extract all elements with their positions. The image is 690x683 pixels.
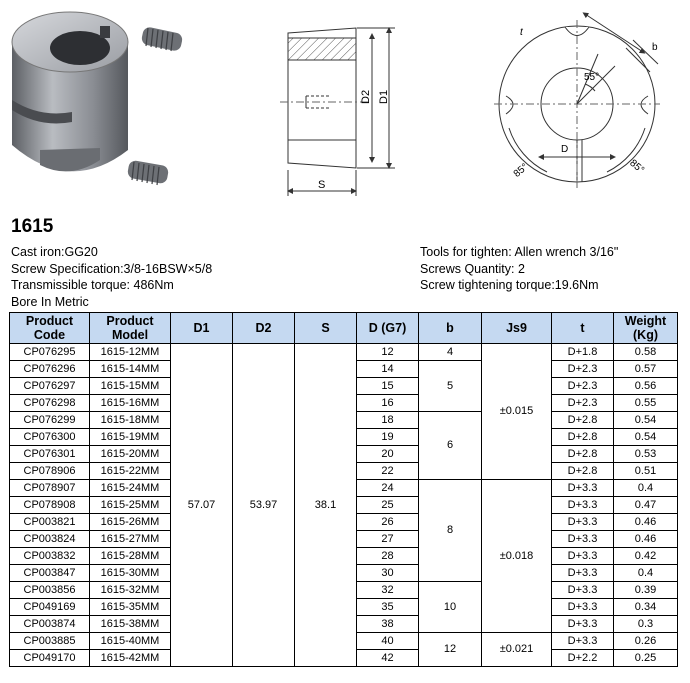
specs-left: [11, 244, 212, 310]
cell-b: 4: [419, 344, 482, 361]
label-angle-85-left: 85°: [511, 161, 531, 180]
cell-weight: 0.57: [614, 361, 678, 378]
cell-weight: 0.54: [614, 429, 678, 446]
cell-d2: 53.97: [233, 344, 295, 667]
cell-t: D+2.8: [552, 446, 614, 463]
cell-t: D+3.3: [552, 548, 614, 565]
cell-product-model: 1615-18MM: [90, 412, 171, 429]
cell-product-model: 1615-35MM: [90, 599, 171, 616]
cell-d-g7: 38: [357, 616, 419, 633]
cell-t: D+2.3: [552, 395, 614, 412]
cell-product-code: CP076299: [10, 412, 90, 429]
spec-tightening-torque: Screw tightening torque:19.6Nm: [420, 278, 599, 292]
cell-product-model: 1615-22MM: [90, 463, 171, 480]
cell-t: D+2.2: [552, 650, 614, 667]
label-d1: D1: [378, 89, 390, 104]
cell-weight: 0.34: [614, 599, 678, 616]
cell-weight: 0.26: [614, 633, 678, 650]
cell-b: 10: [419, 582, 482, 633]
cell-js9: ±0.021: [482, 633, 552, 667]
cell-weight: 0.51: [614, 463, 678, 480]
spec-torque: Transmissible torque: 486Nm: [11, 278, 174, 292]
header-t: t: [552, 313, 614, 344]
cell-d-g7: 12: [357, 344, 419, 361]
cell-weight: 0.46: [614, 514, 678, 531]
specification-table: [9, 312, 678, 667]
cell-js9: ±0.018: [482, 480, 552, 633]
cell-t: D+3.3: [552, 616, 614, 633]
label-b: b: [652, 42, 658, 53]
cell-product-model: 1615-19MM: [90, 429, 171, 446]
header-d-g7: D (G7): [357, 313, 419, 344]
cell-weight: 0.47: [614, 497, 678, 514]
cell-d-g7: 24: [357, 480, 419, 497]
spec-screw: Screw Specification:3/8-16BSW×5/8: [11, 261, 213, 276]
cell-d-g7: 15: [357, 378, 419, 395]
table-body: [10, 344, 678, 667]
cell-product-model: 1615-40MM: [90, 633, 171, 650]
label-angle-55: 55°: [584, 72, 600, 83]
cell-b: 8: [419, 480, 482, 582]
cell-product-code: CP076297: [10, 378, 90, 395]
cell-product-code: CP076300: [10, 429, 90, 446]
cell-t: D+3.3: [552, 480, 614, 497]
cell-d-g7: 35: [357, 599, 419, 616]
header-d2: D2: [233, 313, 295, 344]
cell-product-code: CP076296: [10, 361, 90, 378]
cell-product-code: CP003847: [10, 565, 90, 582]
spec-bore: Bore In Metric: [11, 294, 89, 309]
set-screw-bottom: [127, 160, 170, 185]
header-js9: Js9: [482, 313, 552, 344]
cell-product-model: 1615-38MM: [90, 616, 171, 633]
cell-weight: 0.54: [614, 412, 678, 429]
header-weight: Weight (Kg): [614, 313, 678, 344]
spec-material: Cast iron:GG20: [11, 245, 98, 259]
cell-product-model: 1615-42MM: [90, 650, 171, 667]
cell-d-g7: 18: [357, 412, 419, 429]
cell-product-code: CP049169: [10, 599, 90, 616]
cell-product-code: CP003821: [10, 514, 90, 531]
header-product-model: Product Model: [90, 313, 171, 344]
cell-d-g7: 25: [357, 497, 419, 514]
cell-d-g7: 20: [357, 446, 419, 463]
cell-d-g7: 27: [357, 531, 419, 548]
cell-product-code: CP078908: [10, 497, 90, 514]
cell-t: D+2.8: [552, 429, 614, 446]
cell-product-model: 1615-15MM: [90, 378, 171, 395]
cell-weight: 0.56: [614, 378, 678, 395]
cell-product-code: CP003885: [10, 633, 90, 650]
cell-product-code: CP003832: [10, 548, 90, 565]
header-b: b: [419, 313, 482, 344]
cell-t: D+3.3: [552, 633, 614, 650]
cell-b: 5: [419, 361, 482, 412]
cell-product-code: CP003824: [10, 531, 90, 548]
cell-t: D+3.3: [552, 531, 614, 548]
cell-d1: 57.07: [171, 344, 233, 667]
bushing-photo: [12, 12, 183, 185]
cell-d-g7: 26: [357, 514, 419, 531]
cell-product-code: CP076295: [10, 344, 90, 361]
cell-d-g7: 22: [357, 463, 419, 480]
cell-d-g7: 40: [357, 633, 419, 650]
spec-screw-quantity: Screws Quantity: 2: [420, 261, 525, 276]
cell-t: D+1.8: [552, 344, 614, 361]
cell-product-model: 1615-27MM: [90, 531, 171, 548]
cell-weight: 0.39: [614, 582, 678, 599]
cell-product-model: 1615-14MM: [90, 361, 171, 378]
header-d1: D1: [171, 313, 233, 344]
cell-weight: 0.25: [614, 650, 678, 667]
header-product-code: Product Code: [10, 313, 90, 344]
specs-right: [420, 244, 618, 294]
cell-t: D+3.3: [552, 514, 614, 531]
table-row: [10, 344, 678, 361]
cell-product-model: 1615-20MM: [90, 446, 171, 463]
cell-weight: 0.46: [614, 531, 678, 548]
label-t: t: [520, 27, 523, 38]
cell-t: D+2.3: [552, 361, 614, 378]
cell-weight: 0.55: [614, 395, 678, 412]
cell-product-model: 1615-30MM: [90, 565, 171, 582]
cell-d-g7: 16: [357, 395, 419, 412]
cell-product-code: CP078907: [10, 480, 90, 497]
cell-d-g7: 19: [357, 429, 419, 446]
cell-weight: 0.3: [614, 616, 678, 633]
cell-d-g7: 42: [357, 650, 419, 667]
cell-t: D+2.3: [552, 378, 614, 395]
cell-t: D+3.3: [552, 599, 614, 616]
cell-b: 12: [419, 633, 482, 667]
cell-t: D+3.3: [552, 497, 614, 514]
cell-product-model: 1615-25MM: [90, 497, 171, 514]
label-d: D: [561, 144, 569, 155]
side-section-drawing: [280, 28, 395, 196]
cell-t: D+3.3: [552, 565, 614, 582]
cell-js9: ±0.015: [482, 344, 552, 480]
cell-product-code: CP003856: [10, 582, 90, 599]
cell-s: 38.1: [295, 344, 357, 667]
cell-d-g7: 14: [357, 361, 419, 378]
cell-weight: 0.42: [614, 548, 678, 565]
cell-weight: 0.4: [614, 480, 678, 497]
spec-tools: Tools for tighten: Allen wrench 3/16": [420, 245, 619, 259]
cell-product-code: CP078906: [10, 463, 90, 480]
cell-d-g7: 30: [357, 565, 419, 582]
cell-b: 6: [419, 412, 482, 480]
cell-d-g7: 32: [357, 582, 419, 599]
cell-product-model: 1615-32MM: [90, 582, 171, 599]
label-angle-85-right: 85°: [627, 157, 647, 176]
label-d2: D2: [360, 89, 372, 104]
cell-product-code: CP076298: [10, 395, 90, 412]
cell-weight: 0.53: [614, 446, 678, 463]
cell-d-g7: 28: [357, 548, 419, 565]
cell-product-code: CP049170: [10, 650, 90, 667]
cell-weight: 0.58: [614, 344, 678, 361]
table-header-row: [10, 313, 678, 344]
cell-product-model: 1615-28MM: [90, 548, 171, 565]
cell-product-model: 1615-12MM: [90, 344, 171, 361]
cell-t: D+3.3: [552, 582, 614, 599]
cell-t: D+2.8: [552, 463, 614, 480]
set-screw-top: [141, 26, 184, 52]
cell-product-model: 1615-26MM: [90, 514, 171, 531]
label-s: S: [318, 179, 326, 191]
header-s: S: [295, 313, 357, 344]
cell-product-model: 1615-24MM: [90, 480, 171, 497]
cell-product-code: CP003874: [10, 616, 90, 633]
product-title: 1615: [11, 216, 54, 237]
cell-product-model: 1615-16MM: [90, 395, 171, 412]
cell-t: D+2.8: [552, 412, 614, 429]
cell-weight: 0.4: [614, 565, 678, 582]
cell-product-code: CP076301: [10, 446, 90, 463]
product-figures: [0, 0, 690, 205]
